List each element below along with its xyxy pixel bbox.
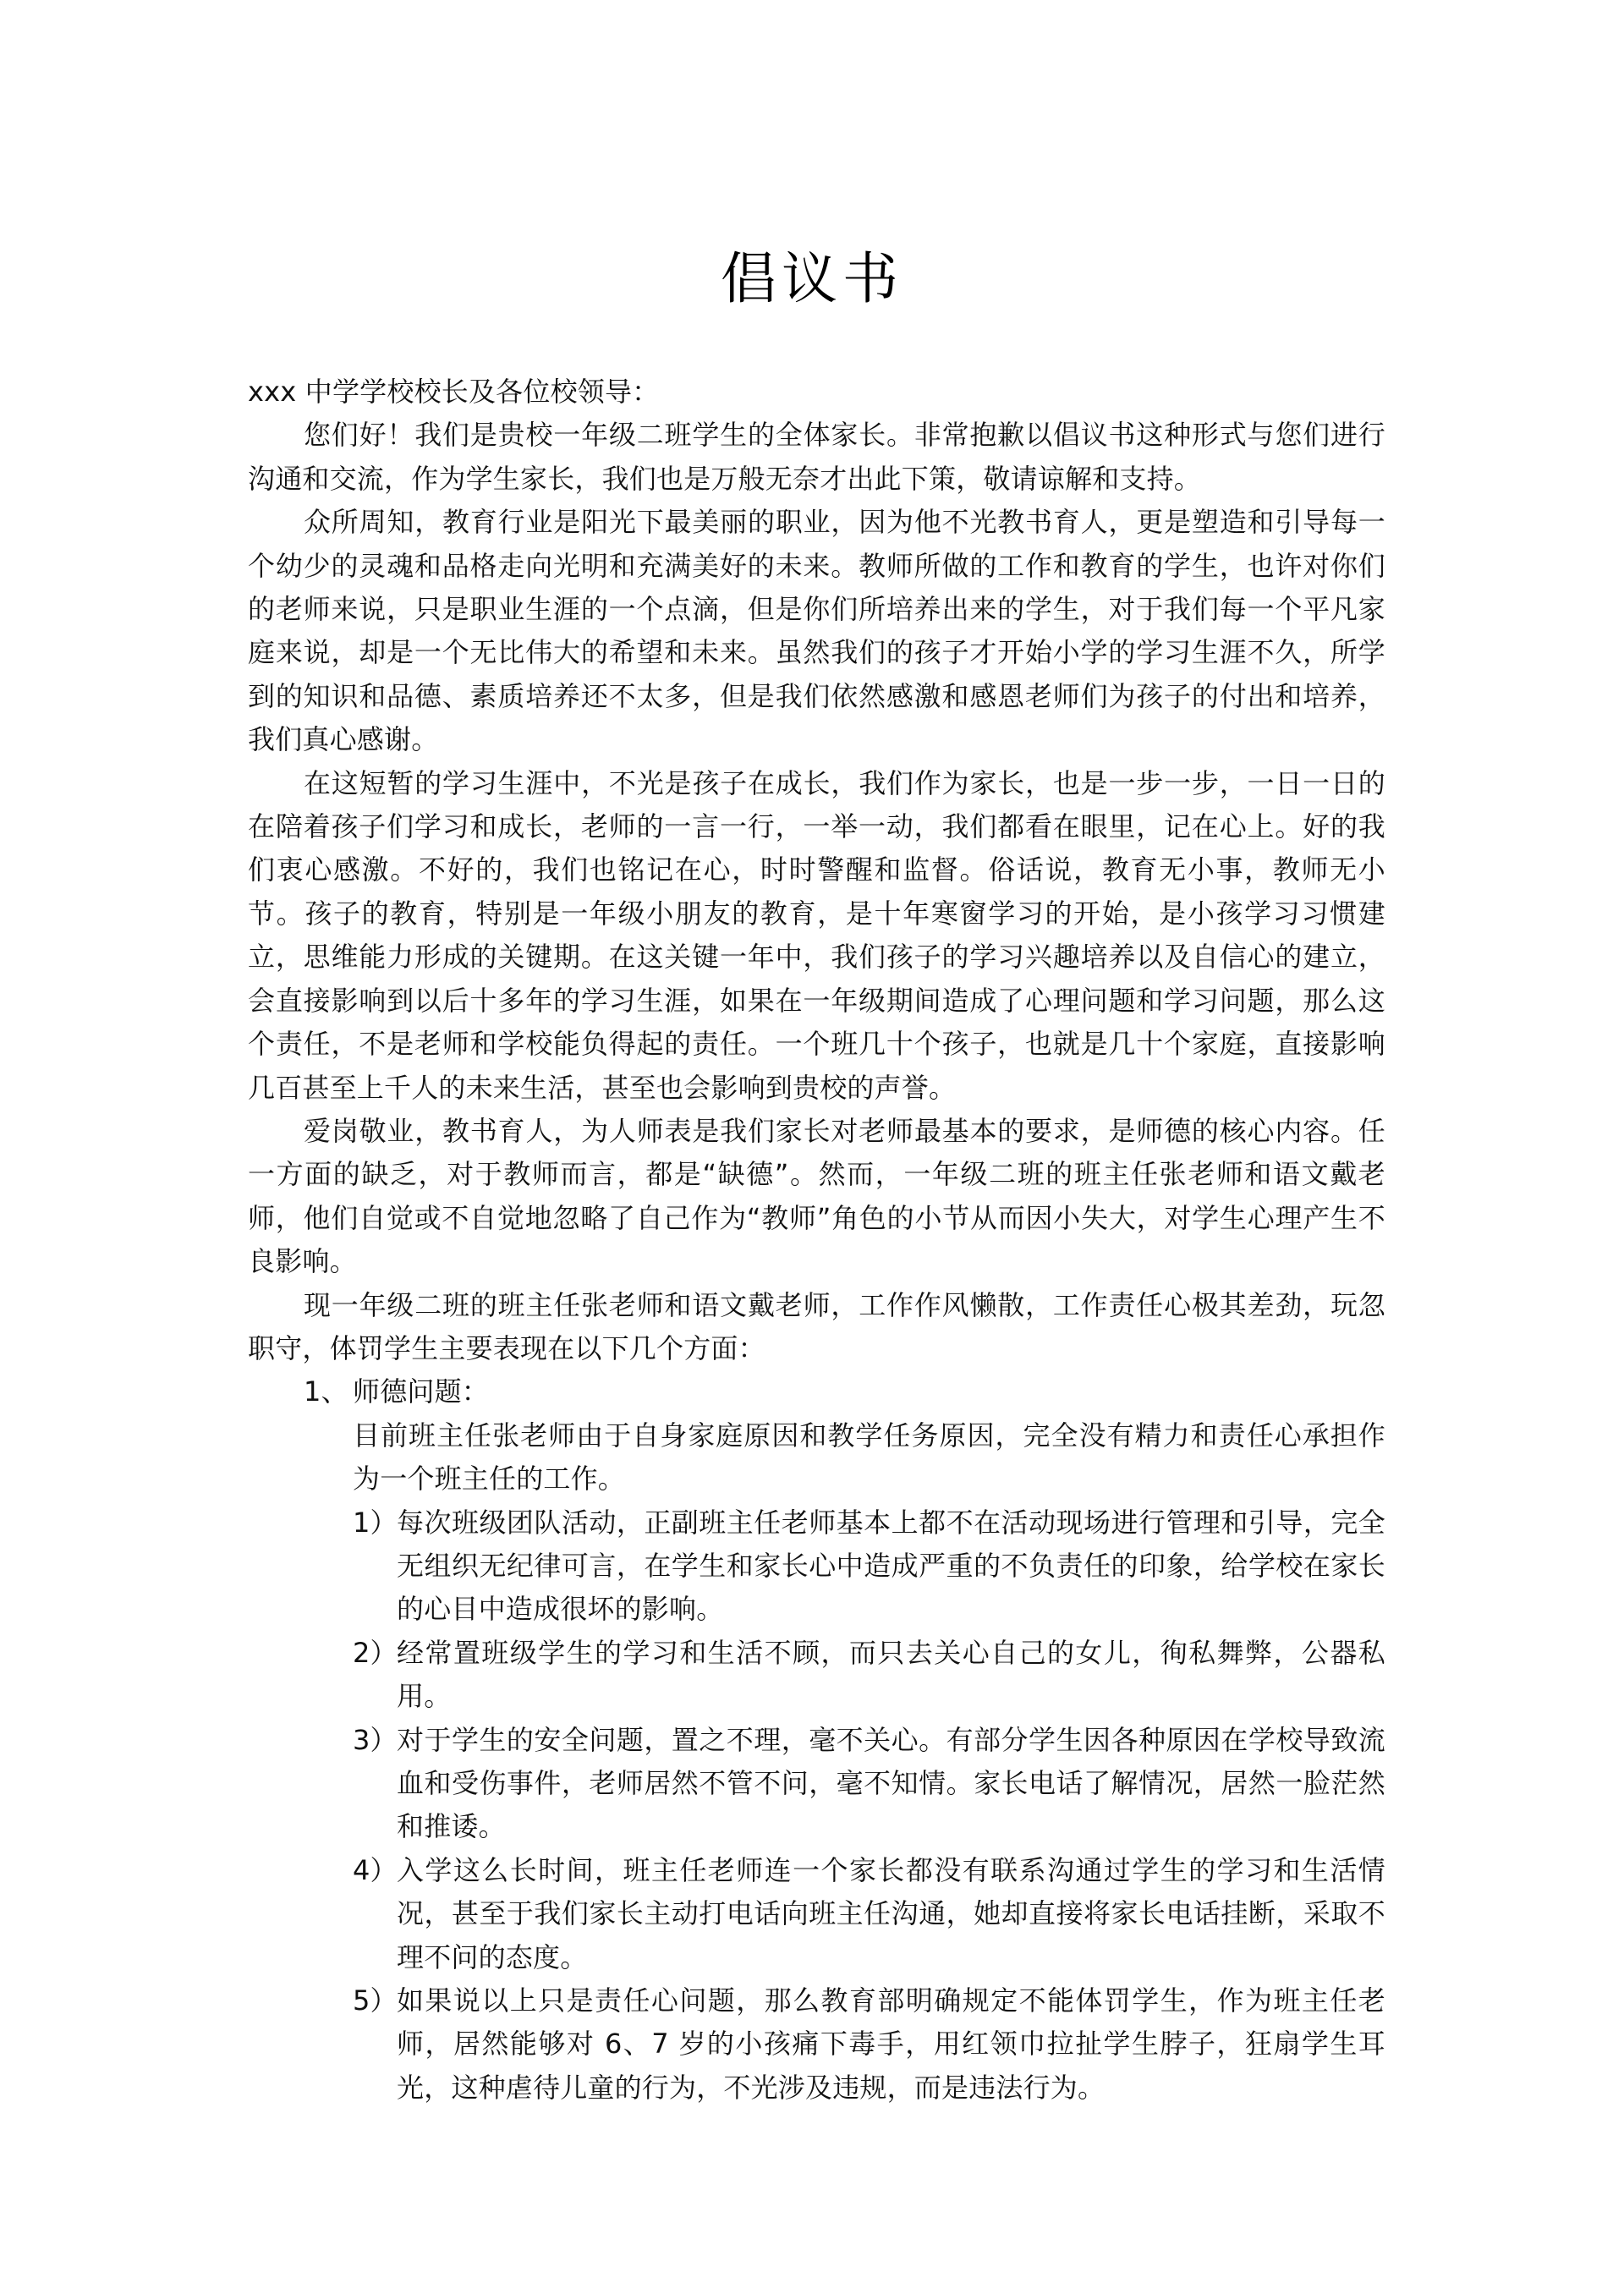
paragraph: 众所周知，教育行业是阳光下最美丽的职业，因为他不光教书育人，更是塑造和引导每一个幼少的灵魂和品格走向光明和充满美好的未来。教师所做的工作和教育的学生，也许对你们的老师来说，只是职业生涯的一个点滴，但是你们所培养出来的学生，对于我们每一个平凡家庭来说，却是一个无比伟大的希望和未来。虽然我们的孩子才开始小学的学习生涯不久，所学到的知识和品德、素质培养还不太多，但是我们依然感激和感恩老师们为孩子的付出和培养，我们真心感谢。 (248, 506, 1385, 756)
list-item-number: 2） (353, 1636, 398, 1669)
salutation: xxx 中学学校校长及各位校领导： (248, 376, 660, 408)
list-item (248, 1849, 1385, 1979)
list-item-text: 经常置班级学生的学习和生活不顾，而只去关心自己的女儿，徇私舞弊，公器私用。 (397, 1636, 1385, 1713)
list-item (248, 1979, 1385, 2110)
list-item-text: 对于学生的安全问题，置之不理，毫不关心。有部分学生因各种原因在学校导致流血和受伤事件，老师居然不管不问，毫不知情。家长电话了解情况，居然一脸茫然和推诿。 (397, 1723, 1385, 1843)
list-item-text: 如果说以上只是责任心问题，那么教育部明确规定不能体罚学生，作为班主任老师，居然能够对 6、7 岁的小孩痛下毒手，用红领巾拉扯学生脖子，狂扇学生耳光，这种虐待儿童的行为，不光涉及违规，而是违法行为。 (397, 1984, 1385, 2104)
list-item-number: 1） (353, 1506, 398, 1539)
list-item (248, 1719, 1385, 1849)
list-item-number: 3） (353, 1723, 398, 1756)
section-heading (248, 1370, 1385, 1413)
section-title: 师德问题： (353, 1375, 490, 1408)
paragraph: 现一年级二班的班主任张老师和语文戴老师，工作作风懒散，工作责任心极其差劲，玩忽职守，体罚学生主要表现在以下几个方面： (248, 1288, 1385, 1364)
list-item (248, 1501, 1385, 1632)
list-item-number: 4） (353, 1853, 398, 1886)
list-item (248, 1632, 1385, 1719)
paragraph: 在这短暂的学习生涯中，不光是孩子在成长，我们作为家长，也是一步一步，一日一日的在陪着孩子们学习和成长，老师的一言一行，一举一动，我们都看在眼里，记在心上。好的我们衷心感激。不好的，我们也铭记在心，时时警醒和监督。俗话说，教育无小事，教师无小节。孩子的教育，特别是一年级小朋友的教育，是十年寒窗学习的开始，是小孩学习习惯建立，思维能力形成的关键期。在这关键一年中，我们孩子的学习兴趣培养以及自信心的建立，会直接影响到以后十多年的学习生涯，如果在一年级期间造成了心理问题和学习问题，那么这个责任，不是老师和学校能负得起的责任。一个班几十个孩子，也就是几十个家庭，直接影响几百甚至上千人的未来生活，甚至也会影响到贵校的声誉。 (248, 766, 1385, 1104)
section-intro: 目前班主任张老师由于自身家庭原因和教学任务原因，完全没有精力和责任心承担作为一个班主任的工作。 (353, 1419, 1385, 1495)
paragraph: 您们好！我们是贵校一年级二班学生的全体家长。非常抱歉以倡议书这种形式与您们进行沟通和交流，作为学生家长，我们也是万般无奈才出此下策，敬请谅解和支持。 (248, 419, 1385, 495)
list-item-number: 5） (353, 1984, 398, 2017)
document-title: 倡议书 (721, 246, 903, 311)
document-body (248, 370, 1385, 2110)
list-item-text: 每次班级团队活动，正副班主任老师基本上都不在活动现场进行管理和引导，完全无组织无纪律可言，在学生和家长心中造成严重的不负责任的印象，给学校在家长的心目中造成很坏的影响。 (397, 1506, 1385, 1626)
list-item-text: 入学这么长时间，班主任老师连一个家长都没有联系沟通过学生的学习和生活情况，甚至于我们家长主动打电话向班主任沟通，她却直接将家长电话挂断，采取不理不问的态度。 (397, 1853, 1385, 1973)
section-number: 1、 (304, 1375, 348, 1408)
paragraph: 爱岗敬业，教书育人，为人师表是我们家长对老师最基本的要求，是师德的核心内容。任一方面的缺乏，对于教师而言，都是“缺德”。然而，一年级二班的班主任张老师和语文戴老师，他们自觉或不自觉地忽略了自己作为“教师”角色的小节从而因小失大，对学生心理产生不良影响。 (248, 1114, 1385, 1278)
